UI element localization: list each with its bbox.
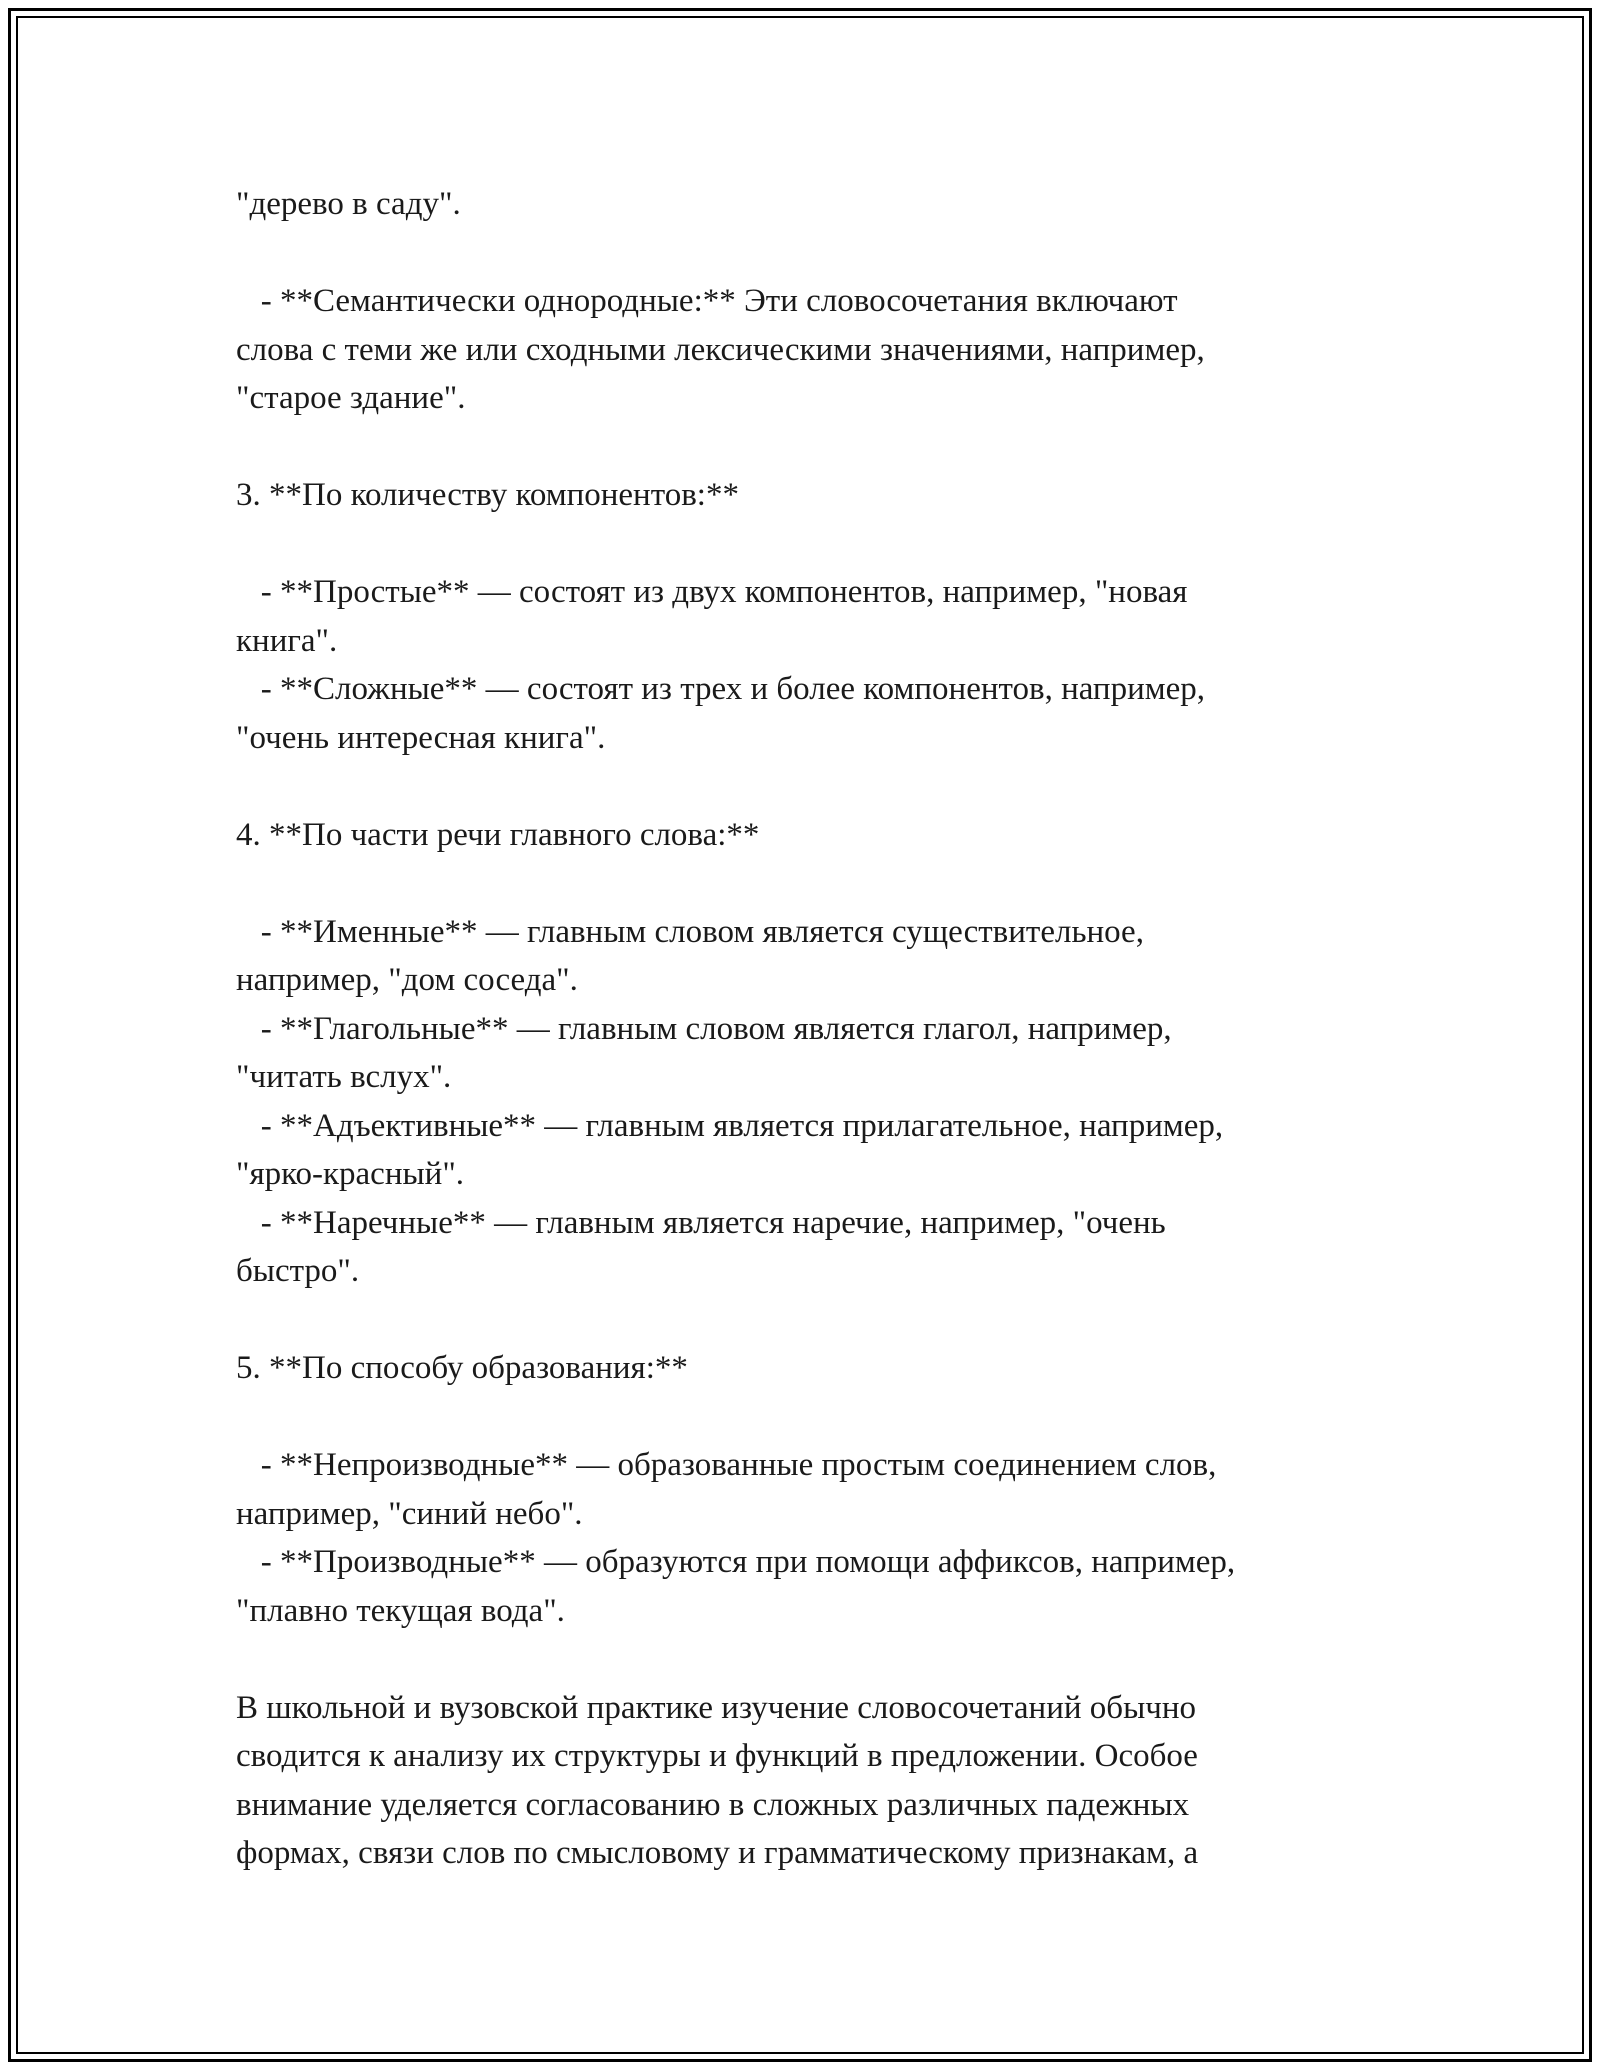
text-line: например, "синий небо".: [236, 1495, 583, 1532]
text-line: "очень интересная книга".: [236, 719, 606, 756]
text-line: "дерево в саду".: [236, 186, 461, 222]
text-line: слова с теми же или сходными лексическими значениями, например,: [236, 331, 1205, 368]
section-heading: 4. **По части речи главного слова:**: [236, 816, 760, 853]
document-body: [236, 180, 1356, 1878]
paragraph-line: внимание уделяется согласованию в сложных различных падежных: [236, 1786, 1190, 1823]
text-line: "плавно текущая вода".: [236, 1592, 565, 1629]
section-heading: 3. **По количеству компонентов:**: [236, 477, 739, 513]
text-line: - **Глагольные** — главным словом является глагол, например,: [236, 1010, 1172, 1047]
text-line: "старое здание".: [236, 380, 466, 416]
blank-line: [236, 1393, 1356, 1442]
text-line: - **Производные** — образуются при помощи аффиксов, например,: [236, 1544, 1236, 1580]
text-line: "ярко-красный".: [236, 1156, 465, 1192]
text-line: - **Простые** — состоят из двух компонентов, например, "новая: [236, 574, 1188, 610]
text-line: - **Именные** — главным словом является существительное,: [236, 913, 1144, 950]
blank-line: [236, 520, 1356, 569]
text-line: - **Сложные** — состоят из трех и более компонентов, например,: [236, 671, 1206, 707]
text-line: книга".: [236, 622, 338, 659]
text-line: - **Адъективные** — главным является прилагательное, например,: [236, 1107, 1224, 1144]
text-line: например, "дом соседа".: [236, 962, 578, 998]
blank-line: [236, 859, 1356, 908]
blank-line: [236, 762, 1356, 811]
blank-line: [236, 423, 1356, 472]
text-line: - **Семантически однородные:** Эти словосочетания включают: [236, 283, 1178, 319]
text-line: - **Непроизводные** — образованные простым соединением слов,: [236, 1447, 1217, 1483]
paragraph-line: сводится к анализу их структуры и функций в предложении. Особое: [236, 1738, 1198, 1774]
text-line: - **Наречные** — главным является наречие, например, "очень: [236, 1204, 1166, 1241]
blank-line: [236, 229, 1356, 278]
text-line: "читать вслух".: [236, 1059, 452, 1095]
blank-line: [236, 1635, 1356, 1684]
section-heading: 5. **По способу образования:**: [236, 1350, 688, 1386]
paragraph-line: В школьной и вузовской практике изучение словосочетаний обычно: [236, 1689, 1196, 1726]
blank-line: [236, 1296, 1356, 1345]
text-line: быстро".: [236, 1253, 360, 1289]
paragraph-line: формах, связи слов по смысловому и грамматическому признакам, а: [236, 1835, 1199, 1871]
